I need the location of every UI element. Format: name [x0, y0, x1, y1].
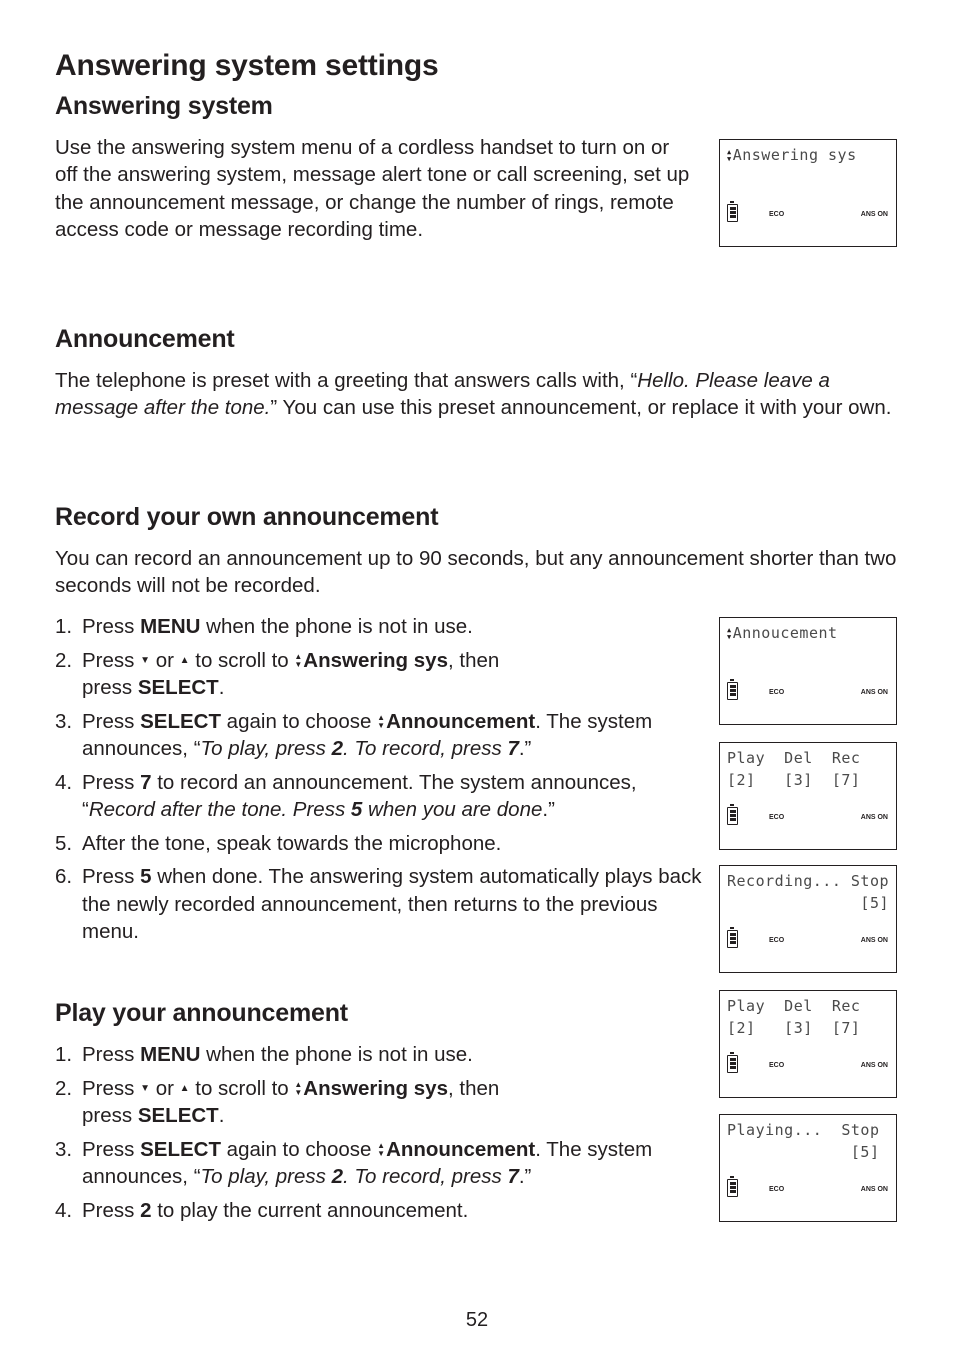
- lcd-line-2: [5]: [727, 894, 890, 912]
- step-menu-item: Answering sys: [303, 1076, 448, 1100]
- lcd-line-1: Recording... Stop: [727, 872, 890, 890]
- battery-icon: [727, 682, 738, 700]
- step-quote: . To record, press: [342, 737, 508, 760]
- step-menu-item: Announcement: [386, 1137, 536, 1161]
- lcd-screen-play-del-rec: [719, 742, 897, 850]
- lcd-line-1: [727, 146, 857, 164]
- step-quote-key: 7: [507, 1165, 519, 1188]
- step-menu-item: Answering sys: [303, 648, 448, 672]
- step-quote-key: 2: [331, 1165, 343, 1188]
- step-text: .”: [518, 737, 532, 760]
- step-text: when the phone is not in use.: [200, 1043, 473, 1066]
- step-text: .: [218, 1104, 225, 1127]
- lcd-screen-recording: [719, 865, 897, 973]
- page-title: Answering system settings: [55, 49, 439, 82]
- play-step-4: [55, 1197, 710, 1225]
- eco-indicator: ECO: [769, 689, 785, 696]
- step-text: or: [150, 648, 180, 672]
- step-key: 7: [140, 770, 152, 794]
- step-key: SELECT: [140, 709, 221, 733]
- page-number: 52: [465, 1309, 489, 1331]
- step-text: . The system announces, “: [82, 709, 653, 760]
- record-heading: Record your own announcement: [55, 503, 439, 531]
- play-step-3: [55, 1136, 682, 1191]
- step-key: 2: [140, 1198, 152, 1222]
- eco-indicator: ECO: [769, 211, 785, 218]
- ans-on-indicator: ANS ON: [860, 937, 888, 944]
- step-number: 1.: [55, 1043, 73, 1066]
- step-quote: when you are done: [362, 798, 543, 821]
- step-number: 1.: [55, 615, 73, 638]
- scroll-updown-icon: ▲ ▼: [377, 1141, 386, 1159]
- lcd-text: Annoucement: [732, 624, 838, 642]
- step-text: when the phone is not in use.: [200, 615, 473, 638]
- lcd-line-2: [2] [3] [7]: [727, 1019, 861, 1037]
- lcd-line-1: Playing... Stop: [727, 1121, 880, 1139]
- step-key: SELECT: [140, 1137, 221, 1161]
- record-intro: You can record an announcement up to 90 seconds, but any announcement shorter than two seconds will not be recorded.: [55, 547, 897, 598]
- scroll-updown-icon: ▲ ▼: [727, 147, 732, 163]
- eco-indicator: ECO: [769, 1186, 785, 1193]
- step-number: 6.: [55, 865, 73, 888]
- announcement-quote: Hello. Please leave a message after the tone.: [55, 369, 830, 420]
- step-text: to scroll to: [189, 1076, 295, 1100]
- play-heading: Play your announcement: [55, 999, 348, 1027]
- up-arrow-icon: ▲: [179, 1083, 190, 1095]
- ans-on-indicator: ANS ON: [860, 814, 888, 821]
- ans-on-indicator: ANS ON: [860, 689, 888, 696]
- play-step-1: [55, 1041, 710, 1069]
- record-steps: [55, 613, 710, 952]
- battery-icon: [727, 1179, 738, 1197]
- step-text: After the tone, speak towards the microphone.: [82, 831, 502, 855]
- eco-indicator: ECO: [769, 937, 785, 944]
- step-number: 4.: [55, 770, 73, 794]
- step-quote-key: 2: [331, 737, 343, 760]
- step-quote-key: 7: [507, 737, 519, 760]
- battery-icon: [727, 807, 738, 825]
- eco-indicator: ECO: [769, 814, 785, 821]
- step-text: Press: [82, 709, 141, 733]
- announcement-heading: Announcement: [55, 325, 235, 353]
- lcd-line-2: [5]: [727, 1143, 880, 1161]
- record-step-4: [55, 769, 710, 824]
- step-text: Press: [82, 648, 141, 672]
- lcd-screen-answering-sys: [719, 139, 897, 247]
- announcement-text-2: ” You can use this preset announcement, or replace it with your own.: [270, 396, 892, 420]
- record-step-6: [55, 863, 710, 946]
- step-text: .”: [518, 1165, 532, 1188]
- step-quote-key: 5: [350, 798, 363, 821]
- lcd-screen-play-del-rec-2: [719, 990, 897, 1098]
- step-menu-item: Announcement: [386, 709, 536, 733]
- record-step-2: [55, 647, 552, 702]
- up-arrow-icon: ▲: [179, 655, 190, 667]
- record-step-1: [55, 613, 710, 641]
- step-text: to record an announcement. The system announces, “: [82, 770, 637, 821]
- lcd-line-1: Play Del Rec: [727, 749, 861, 767]
- step-text: . The system announces, “: [82, 1137, 653, 1188]
- down-arrow-icon: ▼: [140, 655, 151, 667]
- battery-icon: [727, 930, 738, 948]
- step-text: .”: [542, 798, 555, 821]
- step-text: to scroll to: [189, 648, 295, 672]
- record-step-3: [55, 708, 682, 763]
- step-text: Press: [82, 615, 141, 638]
- step-text: , then press: [82, 648, 500, 699]
- step-text: to play the current announcement.: [151, 1198, 469, 1222]
- step-number: 2.: [55, 1076, 73, 1100]
- step-number: 3.: [55, 709, 73, 733]
- scroll-updown-icon: ▲ ▼: [294, 1080, 303, 1098]
- scroll-updown-icon: ▲ ▼: [377, 713, 386, 731]
- step-key: 5: [140, 865, 152, 888]
- step-key: SELECT: [137, 676, 219, 699]
- lcd-line-1: [727, 624, 838, 642]
- step-key: SELECT: [137, 1104, 219, 1127]
- step-text: Press: [82, 1198, 141, 1222]
- ans-on-indicator: ANS ON: [860, 211, 888, 218]
- step-key: MENU: [140, 615, 201, 638]
- step-text: Press: [82, 1043, 141, 1066]
- answering-system-heading: Answering system: [55, 92, 273, 120]
- scroll-updown-icon: ▲ ▼: [294, 652, 303, 670]
- step-text: or: [150, 1076, 180, 1100]
- step-text: again to choose: [220, 709, 378, 733]
- ans-on-indicator: ANS ON: [860, 1186, 888, 1193]
- step-text: Press: [82, 865, 141, 888]
- announcement-text-1: The telephone is preset with a greeting that answers calls with, “: [55, 369, 638, 392]
- step-text: Press: [82, 1076, 141, 1100]
- lcd-screen-playing: [719, 1114, 897, 1222]
- step-number: 2.: [55, 648, 73, 672]
- step-quote: To play, press: [200, 1165, 332, 1188]
- step-number: 3.: [55, 1137, 73, 1161]
- step-text: , then press: [82, 1076, 500, 1127]
- step-text: .: [218, 676, 225, 699]
- step-quote: To play, press: [200, 737, 332, 760]
- lcd-screen-announcement: [719, 617, 897, 725]
- record-step-5: [55, 830, 710, 858]
- down-arrow-icon: ▼: [140, 1083, 151, 1095]
- scroll-updown-icon: ▲ ▼: [727, 625, 732, 641]
- step-quote: . To record, press: [342, 1165, 508, 1188]
- announcement-body: [55, 367, 905, 422]
- step-number: 4.: [55, 1198, 73, 1222]
- step-text: again to choose: [220, 1137, 378, 1161]
- step-quote: Record after the tone. Press: [88, 798, 351, 821]
- battery-icon: [727, 204, 738, 222]
- play-steps: [55, 1041, 710, 1230]
- play-step-2: [55, 1075, 552, 1130]
- step-key: MENU: [140, 1043, 201, 1066]
- step-text: Press: [82, 1137, 141, 1161]
- lcd-line-1: Play Del Rec: [727, 997, 861, 1015]
- answering-system-body: Use the answering system menu of a cordless handset to turn on or off the answering system, message alert tone or call screening, set up the announcement message, or change the number of rings, remote access code or message recording time.: [55, 136, 690, 241]
- step-number: 5.: [55, 831, 73, 855]
- eco-indicator: ECO: [769, 1062, 785, 1069]
- battery-icon: [727, 1055, 738, 1073]
- lcd-line-2: [2] [3] [7]: [727, 771, 861, 789]
- lcd-text: Answering sys: [732, 146, 857, 164]
- ans-on-indicator: ANS ON: [860, 1062, 888, 1069]
- step-text: Press: [82, 770, 141, 794]
- step-text: when done. The answering system automatically plays back the newly recorded announcement, then returns to the previous menu.: [82, 865, 702, 943]
